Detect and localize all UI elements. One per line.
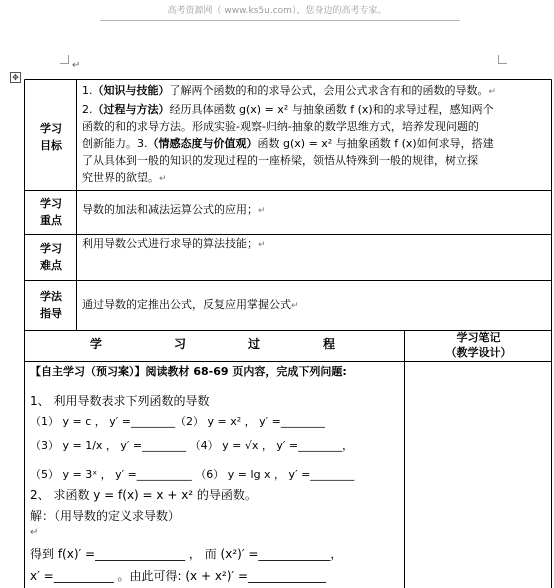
key-label: 学习 重点 <box>40 197 62 227</box>
exercise-line-1: （1） y = c ， y′ =________（2） y = x² ， y′ =________ <box>30 415 325 428</box>
paragraph-mark-2: ↵ <box>30 527 39 538</box>
method-label: 学法 指导 <box>40 290 62 320</box>
exercise-line-4: 得到 f(x)′ =_______________ ， 而 (x²)′ =____________， <box>30 547 343 561</box>
preview-title: 【自主学习（预习案）】阅读教材 68-69 页内容，完成下列问题: <box>30 365 347 378</box>
method-text: 通过导数的定推出公式，反复应用掌握公式↵ <box>82 298 299 311</box>
question-1: 1、 利用导数表求下列函数的导数 <box>30 394 210 408</box>
goals-label: 学习 目标 <box>40 122 62 152</box>
exercise-line-3: （5） y = 3ˣ ， y′ =__________ （6） y = lg x ， y′ =________ <box>30 468 355 481</box>
goals-text: 1.（知识与技能）了解两个函数的和的求导公式，会用公式求含有和的函数的导数。↵ 2.（过程与方法）经历具体函数 g(x) = x² 与抽象函数 f (x)和的求导过程，感知两个 函数的和的求导方法。形成实验-观察-归纳-抽象的数学思维方式，培养发现问题的 创新能力。3.（情感态度与价值观）函数 g(x) = x² 与抽象函数 f (x)如何求导，搭建 了从具体到一般的知识的发现过程的一座桥梁，领悟从特殊到一般的规律，树立探 究世界的欲望。↵ <box>82 84 497 184</box>
key-text: 导数的加法和减法运算公式的应用；↵ <box>82 203 266 216</box>
paragraph-mark: ↵ <box>72 60 81 71</box>
notes-header: 学习笔记 （教学设计） <box>445 331 512 359</box>
table-move-handle-icon[interactable]: ✥ <box>10 72 21 83</box>
process-header-2: 习 <box>174 337 187 351</box>
exercise-line-2: （3） y = 1/x ， y′ =________ （4） y = √x ， y′ =________， <box>30 439 354 452</box>
difficulty-label: 学习 难点 <box>40 242 62 272</box>
process-header-3: 过 <box>248 337 261 351</box>
solution-hint: 解：（用导数的定义求导数） <box>30 509 181 523</box>
question-2: 2、 求函数 y = f(x) = x + x² 的导函数。 <box>30 488 257 502</box>
process-header-1: 学 <box>90 337 103 351</box>
exercise-line-5: x′ =__________ 。由此可得: (x + x²)′ =_____________ <box>30 569 327 583</box>
difficulty-text: 利用导数公式进行求导的算法技能；↵ <box>82 237 266 250</box>
page-header: 高考资源网（ www.ks5u.com），您身边的高考专家。 <box>167 6 387 16</box>
process-header-4: 程 <box>323 337 336 351</box>
